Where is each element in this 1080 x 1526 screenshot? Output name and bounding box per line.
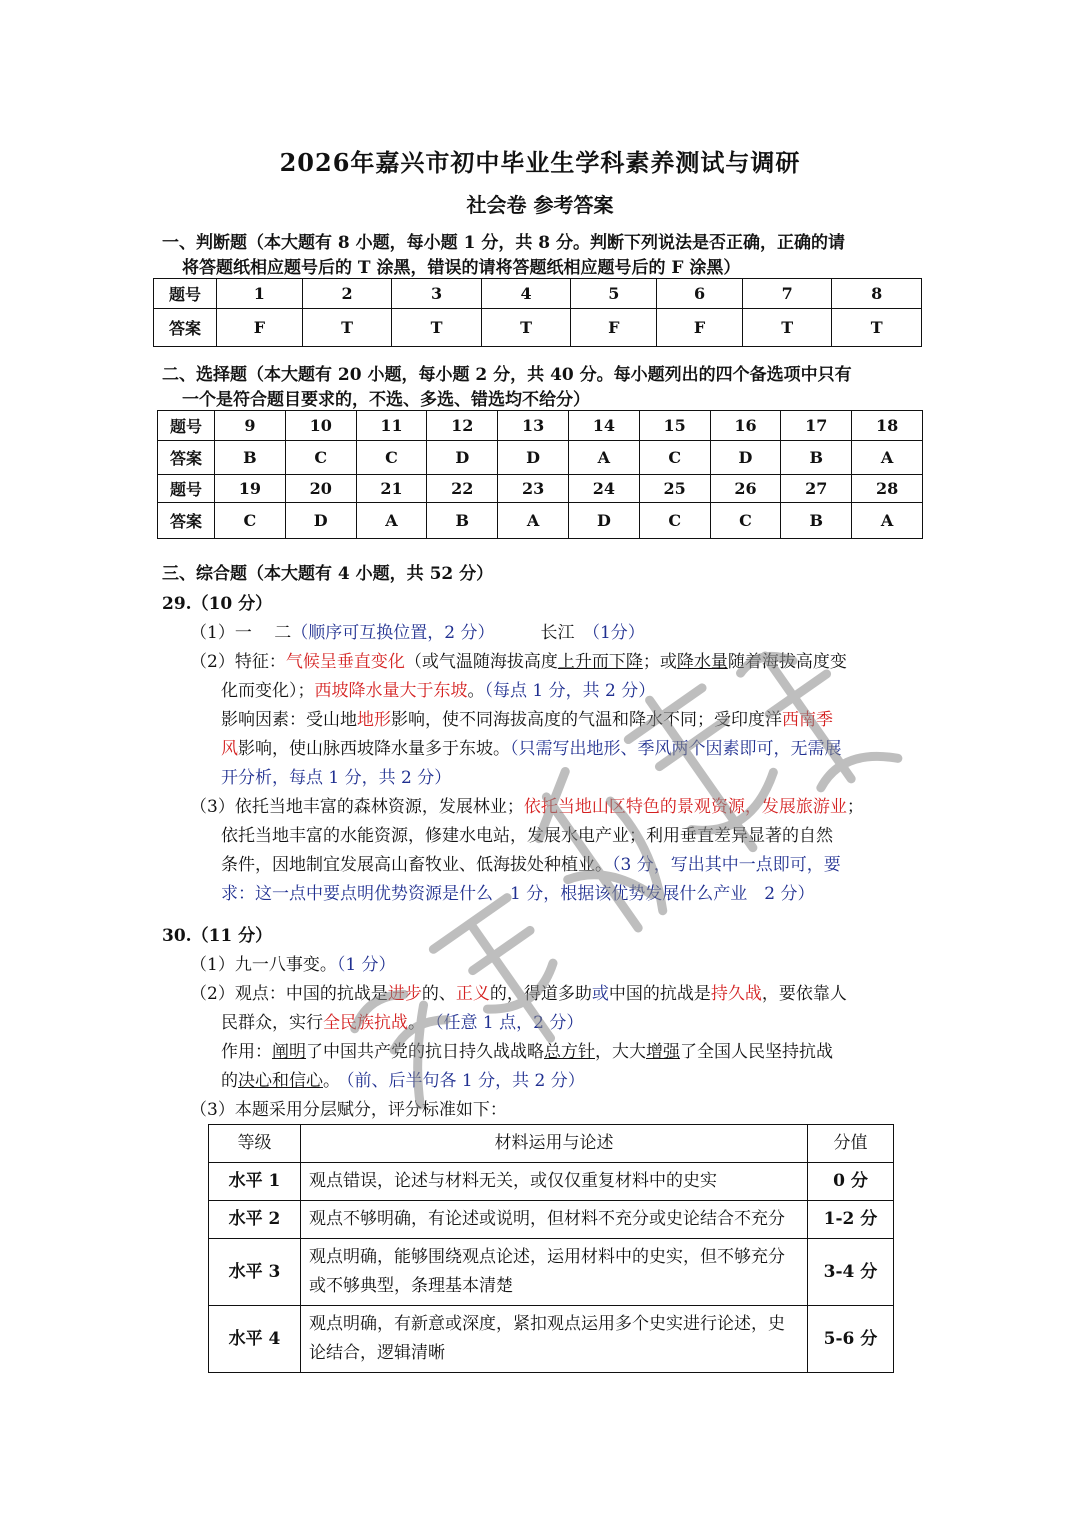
- text: 民群众，实行: [221, 1013, 323, 1033]
- q29-part1: [190, 619, 645, 648]
- text-blue: 或: [591, 984, 609, 1004]
- text: 随着海拔高度变: [727, 652, 847, 672]
- q29-part3-line1: [190, 793, 864, 822]
- text: 了全国人民坚持抗战: [680, 1042, 833, 1062]
- answer-cell: T: [392, 309, 482, 347]
- score-note: （3 分，写出其中一点即可，要: [612, 855, 841, 875]
- row-label: 题号: [158, 475, 215, 503]
- highlight-red: 全民族抗战: [323, 1013, 408, 1033]
- q29-p1-score: （1分）: [591, 623, 645, 643]
- row-label: 答案: [158, 441, 215, 475]
- rubric-level-cell: 水平 1: [209, 1163, 301, 1201]
- question-number-cell: 4: [481, 279, 571, 309]
- rubric-level-cell: 水平 4: [209, 1306, 301, 1373]
- table-row: [158, 503, 923, 539]
- answer-cell: B: [781, 503, 852, 539]
- rubric-header-cell: 分值: [808, 1125, 894, 1163]
- text: ，大大: [595, 1042, 646, 1062]
- highlight-red: 西坡降水量大于东坡: [314, 681, 468, 701]
- answer-cell: D: [427, 441, 498, 475]
- q29-p1-answer: （1）一 二: [190, 623, 292, 643]
- answer-cell: C: [639, 441, 710, 475]
- question-number-cell: 16: [710, 411, 781, 441]
- underlined-text: 决心和信心: [238, 1071, 323, 1091]
- section2-heading-line1: 二、选择题（本大题有 20 小题，每小题 2 分，共 40 分。每小题列出的四个备选项中只有: [162, 365, 852, 385]
- row-label: 题号: [154, 279, 217, 309]
- text: 化而变化）；: [221, 681, 315, 701]
- question-number-cell: 6: [657, 279, 743, 309]
- q29-part3-line4: 求：这一点中要点明优势资源是什么 1 分，根据该优势发展什么产业 2 分）: [221, 884, 815, 904]
- rubric-score-cell: 5-6 分: [808, 1306, 894, 1373]
- answer-cell: T: [742, 309, 832, 347]
- rubric-desc-cell: 观点错误，论述与材料无关，或仅仅重复材料中的史实: [301, 1163, 808, 1201]
- document-subtitle: 社会卷 参考答案: [466, 193, 614, 217]
- text: ；或: [642, 652, 677, 672]
- question-number-cell: 15: [639, 411, 710, 441]
- underlined-text: 降水量: [676, 652, 728, 672]
- choice-answer-table: [157, 410, 923, 539]
- text: （3）依托当地丰富的森林资源，发展林业；: [190, 797, 524, 817]
- rubric-level-cell: 水平 3: [209, 1239, 301, 1306]
- score-note: （每点 1 分，共 2 分）: [484, 681, 656, 701]
- q30-part1: [190, 951, 396, 980]
- answer-cell: T: [302, 309, 392, 347]
- underlined-text: 上升而下降: [557, 652, 643, 672]
- rubric-header-cell: 材料运用与论述: [301, 1125, 808, 1163]
- score-note: （前、后半句各 1 分，共 2 分）: [346, 1071, 585, 1091]
- q29-part2-line2: [221, 677, 655, 706]
- highlight-red: 西南季: [782, 710, 833, 730]
- underlined-text: 增强: [646, 1042, 680, 1062]
- question-number-cell: 10: [285, 411, 356, 441]
- q29-part2-line3: [221, 706, 833, 735]
- question-number-cell: 14: [568, 411, 639, 441]
- text: 中国的抗战是: [608, 984, 711, 1004]
- table-row: [158, 411, 923, 441]
- answer-cell: C: [356, 441, 427, 475]
- answer-cell: F: [657, 309, 743, 347]
- answer-cell: T: [481, 309, 571, 347]
- table-row: [209, 1239, 894, 1306]
- section2-heading: [162, 363, 922, 413]
- question-number-cell: 19: [215, 475, 286, 503]
- rubric-desc-cell: 观点明确，有新意或深度，紧扣观点运用多个史实进行论述，史论结合，逻辑清晰: [301, 1306, 808, 1373]
- table-row: [209, 1201, 894, 1239]
- highlight-red: 风: [221, 739, 238, 759]
- text: 条件，因地制宜发展高山畜牧业、低海拔处种植业。: [221, 855, 612, 875]
- question-number-cell: 18: [852, 411, 923, 441]
- question-number-cell: 9: [215, 411, 286, 441]
- section3-heading: 三、综合题（本大题有 4 小题，共 52 分）: [162, 564, 494, 584]
- q30-part3: （3）本题采用分层赋分，评分标准如下：: [190, 1100, 507, 1120]
- question-number-cell: 23: [498, 475, 569, 503]
- question-number-cell: 27: [781, 475, 852, 503]
- highlight-red: 正义: [455, 984, 490, 1004]
- text: 。: [323, 1071, 340, 1091]
- table-row: [209, 1306, 894, 1373]
- section1-heading: [162, 231, 922, 281]
- underlined-text: 总方针: [544, 1042, 595, 1062]
- question-number-cell: 8: [832, 279, 922, 309]
- text: 了中国共产党的抗日持久战战略: [306, 1042, 544, 1062]
- q30-title: 30.（11 分）: [162, 926, 273, 946]
- answer-cell: C: [215, 503, 286, 539]
- table-row: [158, 475, 923, 503]
- answer-cell: A: [852, 503, 923, 539]
- row-label: 题号: [158, 411, 215, 441]
- question-number-cell: 2: [302, 279, 392, 309]
- question-number-cell: 25: [639, 475, 710, 503]
- row-label: 答案: [158, 503, 215, 539]
- table-row: [209, 1163, 894, 1201]
- question-number-cell: 11: [356, 411, 427, 441]
- q30-part2-line3: [221, 1038, 833, 1067]
- question-number-cell: 26: [710, 475, 781, 503]
- text: ；: [846, 797, 864, 817]
- highlight-red: 依托当地山区特色的景观资源，发展旅游业: [523, 797, 847, 817]
- score-note: （1 分）: [336, 955, 396, 975]
- text: 。: [408, 1013, 425, 1033]
- question-number-cell: 7: [742, 279, 832, 309]
- section1-heading-line2: 将答题纸相应题号后的 T 涂黑，错误的请将答题纸相应题号后的 F 涂黑）: [182, 258, 741, 278]
- answer-cell: C: [639, 503, 710, 539]
- answer-cell: D: [285, 503, 356, 539]
- section2-heading-line2: 一个是符合题目要求的，不选、多选、错选均不给分）: [182, 390, 590, 410]
- text: 的，得道多助: [489, 984, 592, 1004]
- text: （或气温随海拔高度: [404, 652, 558, 672]
- question-number-cell: 12: [427, 411, 498, 441]
- question-number-cell: 13: [498, 411, 569, 441]
- text: 影响，使山脉西坡降水量多于东坡。: [238, 739, 510, 759]
- question-number-cell: 3: [392, 279, 482, 309]
- q29-part3-line3: [221, 851, 841, 880]
- answer-cell: A: [568, 441, 639, 475]
- text: 的、: [421, 984, 456, 1004]
- text: 影响，使不同海拔高度的气温和降水不同；受印度洋: [391, 710, 782, 730]
- q29-part2-line4: [221, 735, 842, 764]
- q29-title: 29.（10 分）: [162, 594, 273, 614]
- text: ，要依靠人: [761, 984, 847, 1004]
- rubric-level-cell: 水平 2: [209, 1201, 301, 1239]
- q29-part3-line2: 依托当地丰富的水能资源，修建水电站，发展水电产业；利用垂直差异显著的自然: [221, 826, 833, 846]
- true-false-answer-table: [153, 278, 922, 347]
- highlight-red: 进步: [387, 984, 422, 1004]
- underlined-text: 阐明: [272, 1042, 306, 1062]
- answer-cell: B: [427, 503, 498, 539]
- question-number-cell: 17: [781, 411, 852, 441]
- scoring-rubric-table: [208, 1124, 894, 1373]
- rubric-score-cell: 0 分: [808, 1163, 894, 1201]
- answer-cell: D: [710, 441, 781, 475]
- table-row: [154, 279, 922, 309]
- answer-cell: C: [710, 503, 781, 539]
- answer-cell: C: [285, 441, 356, 475]
- score-note: （任意 1 点，2 分）: [435, 1013, 584, 1033]
- table-row: [154, 309, 922, 347]
- answer-cell: B: [215, 441, 286, 475]
- question-number-cell: 1: [217, 279, 303, 309]
- table-row: [158, 441, 923, 475]
- highlight-red: 气候呈垂直变化: [285, 652, 405, 672]
- q30-part2-line4: [221, 1067, 585, 1096]
- text: 作用：: [221, 1042, 272, 1062]
- rubric-header-row: [209, 1125, 894, 1163]
- q30-part2-line1: [190, 980, 847, 1009]
- highlight-red: 地形: [357, 710, 391, 730]
- rubric-desc-cell: 观点明确，能够围绕观点论述，运用材料中的史实，但不够充分或不够典型，条理基本清楚: [301, 1239, 808, 1306]
- text: 。: [467, 681, 485, 701]
- q30-part2-line2: [221, 1009, 583, 1038]
- text: 影响因素：受山地: [221, 710, 357, 730]
- q29-p1-note: （顺序可互换位置，2 分）: [291, 623, 495, 643]
- question-number-cell: 24: [568, 475, 639, 503]
- question-number-cell: 5: [571, 279, 657, 309]
- q29-p1-answer2: 长江: [540, 623, 592, 643]
- answer-cell: F: [571, 309, 657, 347]
- section1-heading-line1: 一、判断题（本大题有 8 小题，每小题 1 分，共 8 分。判断下列说法是否正确，正确的请: [162, 233, 845, 253]
- rubric-score-cell: 3-4 分: [808, 1239, 894, 1306]
- question-number-cell: 20: [285, 475, 356, 503]
- answer-cell: A: [852, 441, 923, 475]
- answer-cell: F: [217, 309, 303, 347]
- text: 的: [221, 1071, 238, 1091]
- q29-part2-line1: [190, 648, 847, 677]
- row-label: 答案: [154, 309, 217, 347]
- score-note: （只需写出地形、季风两个因素即可，无需展: [510, 739, 842, 759]
- question-number-cell: 28: [852, 475, 923, 503]
- rubric-desc-cell: 观点不够明确，有论述或说明，但材料不充分或史论结合不充分: [301, 1201, 808, 1239]
- rubric-header-cell: 等级: [209, 1125, 301, 1163]
- answer-cell: A: [356, 503, 427, 539]
- answer-cell: T: [832, 309, 922, 347]
- answer-cell: A: [498, 503, 569, 539]
- answer-cell: D: [498, 441, 569, 475]
- q29-part2-line5: 开分析，每点 1 分，共 2 分）: [221, 768, 452, 788]
- text: （2）特征：: [190, 652, 286, 672]
- text: （2）观点：中国的抗战是: [190, 984, 388, 1004]
- highlight-red: 持久战: [710, 984, 762, 1004]
- question-number-cell: 21: [356, 475, 427, 503]
- answer-cell: B: [781, 441, 852, 475]
- rubric-score-cell: 1-2 分: [808, 1201, 894, 1239]
- document-title: 2026年嘉兴市初中毕业生学科素养测试与调研: [279, 148, 801, 177]
- question-number-cell: 22: [427, 475, 498, 503]
- answer-cell: D: [568, 503, 639, 539]
- text: （1）九一八事变。: [190, 955, 337, 975]
